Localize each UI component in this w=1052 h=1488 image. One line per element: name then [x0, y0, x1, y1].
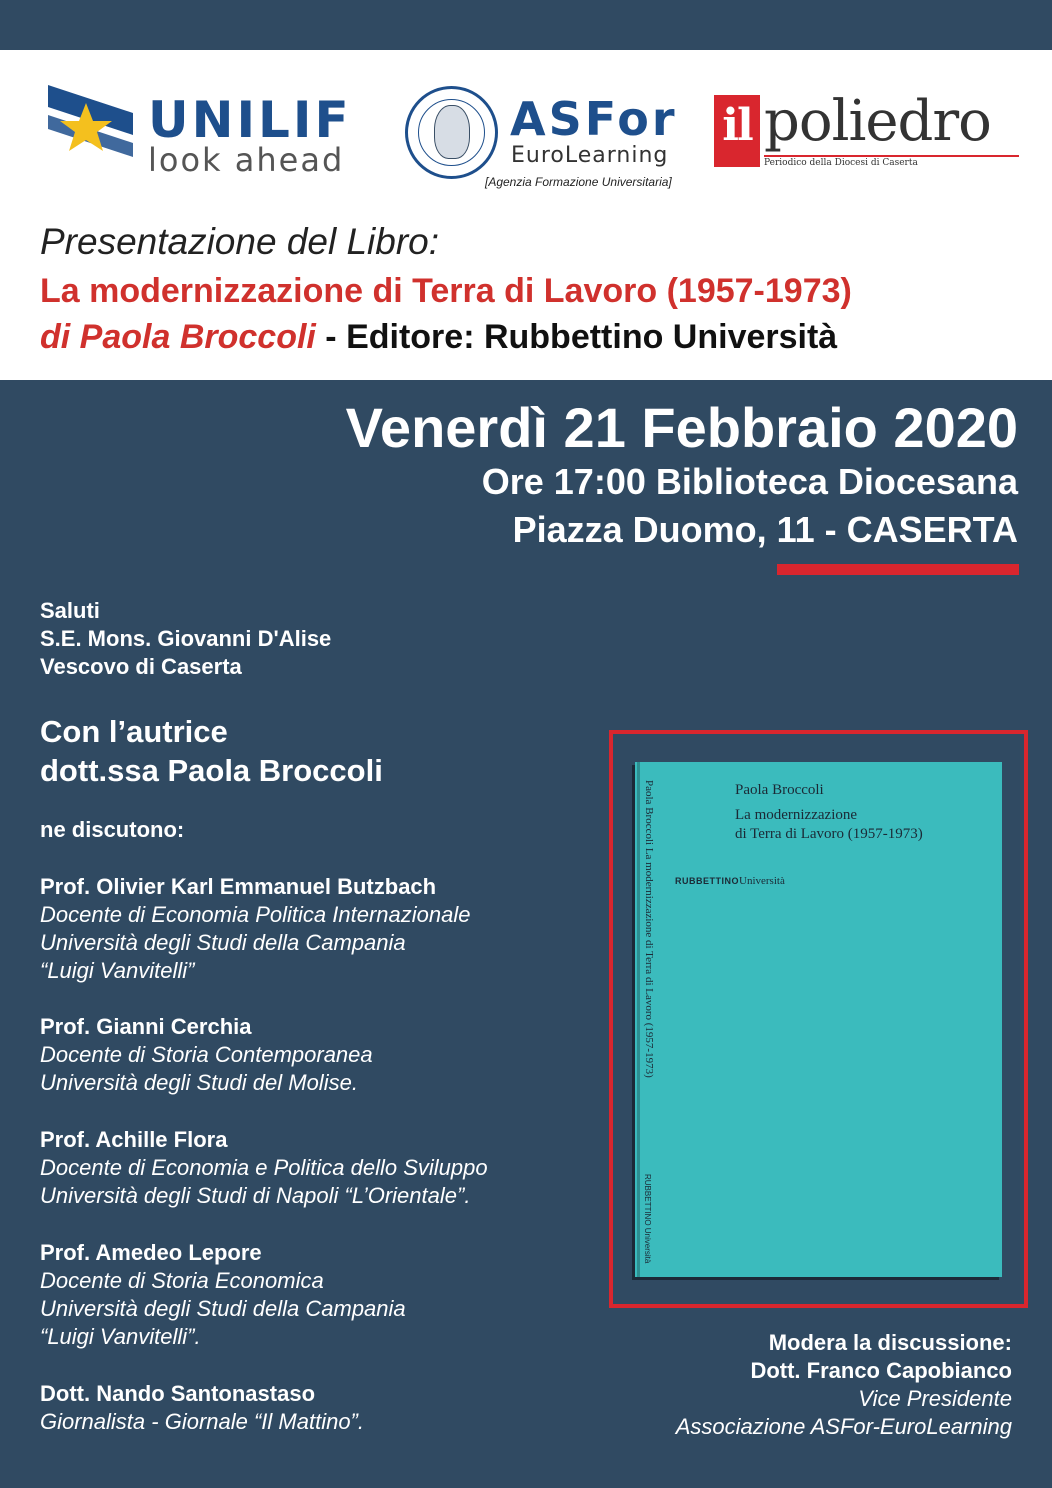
poliedro-name: poliedro: [764, 89, 991, 154]
speaker-detail: Docente di Storia Contemporanea: [40, 1042, 373, 1067]
author-name: dott.ssa Paola Broccoli: [40, 753, 383, 788]
unilif-star-icon: [48, 85, 138, 160]
poliedro-rule: [764, 155, 1019, 157]
author-intro: Con l’autrice: [40, 714, 228, 749]
event-date: Venerdì 21 Febbraio 2020: [345, 396, 1018, 459]
speaker-detail: “Luigi Vanvitelli”: [40, 958, 195, 983]
event-time-place: Ore 17:00 Biblioteca Diocesana: [481, 461, 1018, 502]
speaker-detail: Università degli Studi della Campania: [40, 930, 406, 955]
book-cover: [635, 762, 1002, 1277]
book-publisher: - Editore: Rubbettino Università: [315, 318, 838, 356]
speaker-detail: Università degli Studi di Napoli “L’Orientale”.: [40, 1183, 471, 1208]
speaker-detail: Giornalista - Giornale “Il Mattino”.: [40, 1409, 364, 1434]
event-address: Piazza Duomo, 11 - CASERTA: [512, 509, 1018, 550]
speaker-name: Prof. Gianni Cerchia: [40, 1014, 252, 1039]
speaker-detail: Docente di Economia Politica Internazionale: [40, 902, 471, 927]
greetings-label: Saluti: [40, 598, 100, 623]
asfor-logo: [405, 86, 705, 196]
poliedro-sub: Periodico della Diocesi di Caserta: [764, 158, 918, 168]
unilif-tagline: look ahead: [148, 141, 345, 179]
asfor-seal-icon: [405, 86, 498, 179]
speaker-detail: Università degli Studi della Campania: [40, 1296, 406, 1321]
book-author: di Paola Broccoli: [40, 318, 316, 356]
cover-author: Paola Broccoli: [735, 782, 824, 798]
speaker-detail: “Luigi Vanvitelli”.: [40, 1324, 201, 1349]
moderator-role: Vice Presidente: [858, 1386, 1012, 1411]
greetings-name: S.E. Mons. Giovanni D'Alise: [40, 626, 332, 651]
poliedro-il: il: [714, 95, 760, 167]
presentation-heading: Presentazione del Libro:: [40, 221, 440, 262]
unilif-name: UNILIF: [148, 91, 352, 149]
greetings-role: Vescovo di Caserta: [40, 654, 242, 679]
top-band: [0, 0, 1052, 50]
cover-spine-text: Paola Broccoli La modernizzazione di Terra di Lavoro (1957-1973): [643, 780, 655, 1078]
cover-title-line2: di Terra di Lavoro (1957-1973): [735, 826, 923, 842]
speaker-name: Prof. Amedeo Lepore: [40, 1240, 262, 1265]
poliedro-logo: [714, 89, 1024, 175]
author-publisher-line: [40, 316, 837, 358]
moderator-name: Dott. Franco Capobianco: [750, 1358, 1012, 1383]
moderator-label: Modera la discussione:: [768, 1330, 1012, 1355]
cover-title-line1: La modernizzazione: [735, 807, 858, 823]
accent-bar: [777, 564, 1019, 575]
asfor-name: ASFor: [510, 92, 678, 146]
cover-publisher: RUBBETTINOUniversità: [675, 875, 785, 887]
speaker-name: Prof. Achille Flora: [40, 1127, 228, 1152]
asfor-sub: EuroLearning: [511, 143, 669, 168]
speaker-name: Dott. Nando Santonastaso: [40, 1381, 316, 1406]
speaker-detail: Università degli Studi del Molise.: [40, 1070, 358, 1095]
speaker-name: Prof. Olivier Karl Emmanuel Butzbach: [40, 874, 437, 899]
cover-spine-publisher: RUBBETTINO Università: [643, 1174, 652, 1264]
speaker-detail: Docente di Storia Economica: [40, 1268, 324, 1293]
discuss-label: ne discutono:: [40, 817, 185, 842]
speaker-detail: Docente di Economia e Politica dello Sviluppo: [40, 1155, 488, 1180]
book-title: La modernizzazione di Terra di Lavoro (1957-1973): [40, 272, 852, 310]
moderator-org: Associazione ASFor-EuroLearning: [675, 1414, 1012, 1439]
unilif-logo: [48, 85, 378, 180]
asfor-tagline: [Agenzia Formazione Universitaria]: [485, 175, 672, 189]
